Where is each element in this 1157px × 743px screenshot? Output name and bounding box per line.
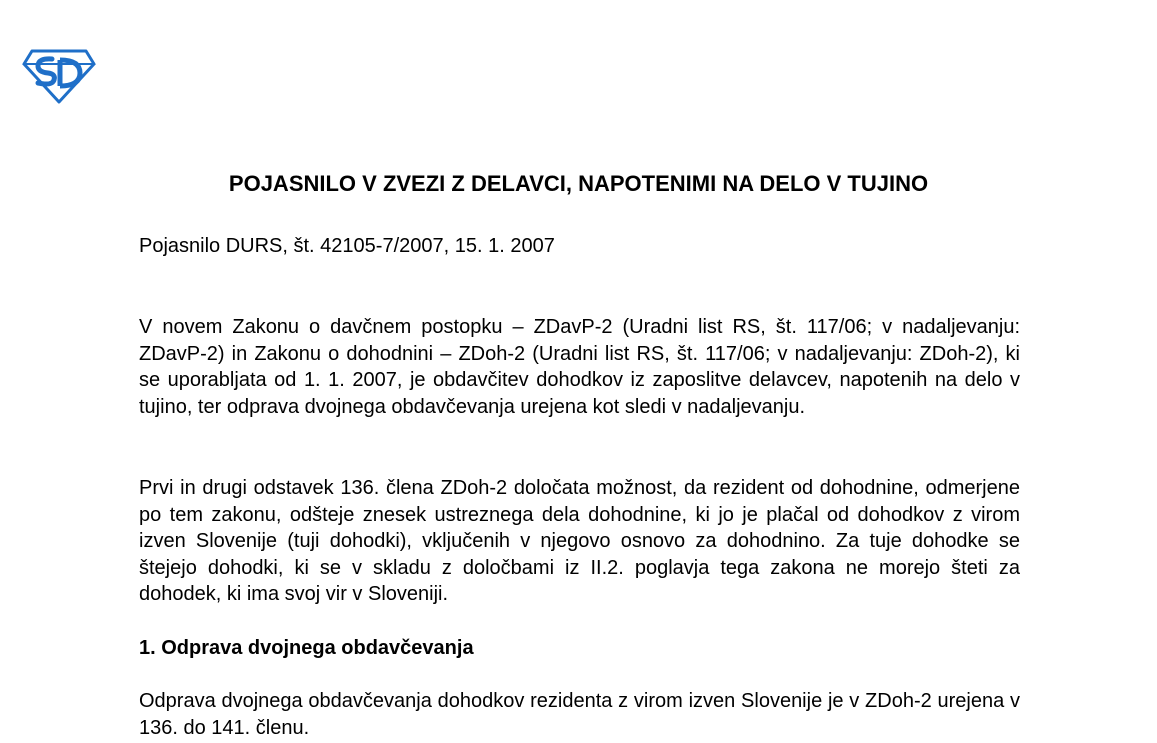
paragraph-1: V novem Zakonu o davčnem postopku – ZDavP-2 (Uradni list RS, št. 117/06; v nadaljevanju: ZDavP-2) in Zakonu o dohodnini – ZDoh-2 (Uradni list RS, št. 117/06; v nadaljevanju: ZDoh-2), ki se uporabljata od 1. 1. 2007, je obdavčitev dohodkov iz zaposlitve delavcev, napotenih na delo v tujino, ter odprava dvojnega obdavčevanja urejena kot sledi v nadaljevanju.: [139, 316, 1020, 418]
sd-shield-logo-icon: [22, 48, 96, 104]
paragraph-3: Odprava dvojnega obdavčevanja dohodkov rezidenta z virom izven Slovenije je v ZDoh-2 urejena v 136. do 141. členu.: [139, 690, 1020, 739]
section-heading: 1. Odprava dvojnega obdavčevanja: [139, 637, 474, 659]
paragraph-2: Prvi in drugi odstavek 136. člena ZDoh-2 določata možnost, da rezident od dohodnine, odmerjene po tem zakonu, odšteje znesek ustreznega dela dohodnine, ki jo je plačal od dohodkov z virom izven Slovenije (tuji dohodki), vključenih v njegovo osnovo za dohodnino. Za tuje dohodke se štejejo dohodki, ki se v skladu z določbami iz II.2. poglavja tega zakona ne morejo šteti za dohodek, ki ima svoj vir v Sloveniji.: [139, 477, 1020, 605]
document-reference: Pojasnilo DURS, št. 42105-7/2007, 15. 1. 2007: [139, 235, 555, 257]
document-title: POJASNILO V ZVEZI Z DELAVCI, NAPOTENIMI NA DELO V TUJINO: [228, 171, 929, 196]
